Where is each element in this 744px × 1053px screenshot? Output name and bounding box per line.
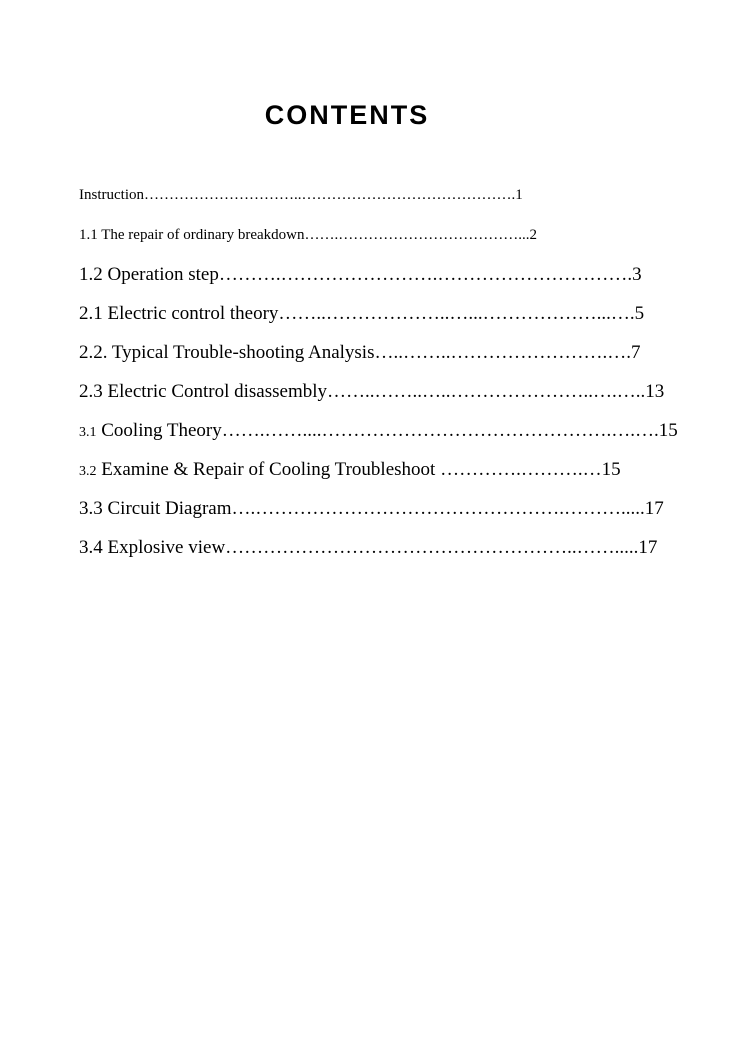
toc-entry-number: 3.1 <box>79 425 97 440</box>
toc-entry-number: 3.2 <box>79 464 97 479</box>
toc-entry-text: Examine & Repair of Cooling Troubleshoot ………….……….…15 <box>96 459 621 480</box>
toc-entry-3-4[interactable] <box>79 538 657 557</box>
toc-entry-text: 3.4 Explosive view………………………………………………..…….....17 <box>79 537 658 558</box>
toc-entry-text: Instruction…………………………..…………………………………….1 <box>79 187 523 203</box>
toc-entry-3-1[interactable] <box>79 421 678 440</box>
toc-entry-text: 3.3 Circuit Diagram….………………………………………….……….....17 <box>79 498 664 519</box>
toc-entry-3-3[interactable] <box>79 499 664 518</box>
toc-entry-text: 1.2 Operation step……….…………………….………………………….3 <box>79 264 642 285</box>
toc-entry-text: 2.2. Typical Trouble-shooting Analysis…..……..…………………….….7 <box>79 342 641 363</box>
toc-entry-instruction[interactable] <box>79 188 523 203</box>
toc-entry-3-2[interactable] <box>79 460 621 479</box>
toc-entry-2-3[interactable] <box>79 382 664 401</box>
toc-entry-text: Cooling Theory…….……....……………………………………….….….15 <box>96 420 678 441</box>
page-title: CONTENTS <box>264 100 430 130</box>
toc-entry-text: 2.1 Electric control theory……..………………..…...………………...….5 <box>79 303 645 324</box>
toc-entry-text: 1.1 The repair of ordinary breakdown…….………………………………...2 <box>79 227 537 243</box>
toc-entry-2-1[interactable] <box>79 304 644 323</box>
toc-entry-1-2[interactable] <box>79 265 642 284</box>
toc-entry-1-1[interactable] <box>79 228 537 243</box>
toc-entry-text: 2.3 Electric Control disassembly……..……..…..…………………..….…..13 <box>79 381 665 402</box>
toc-entry-2-2[interactable] <box>79 343 640 362</box>
